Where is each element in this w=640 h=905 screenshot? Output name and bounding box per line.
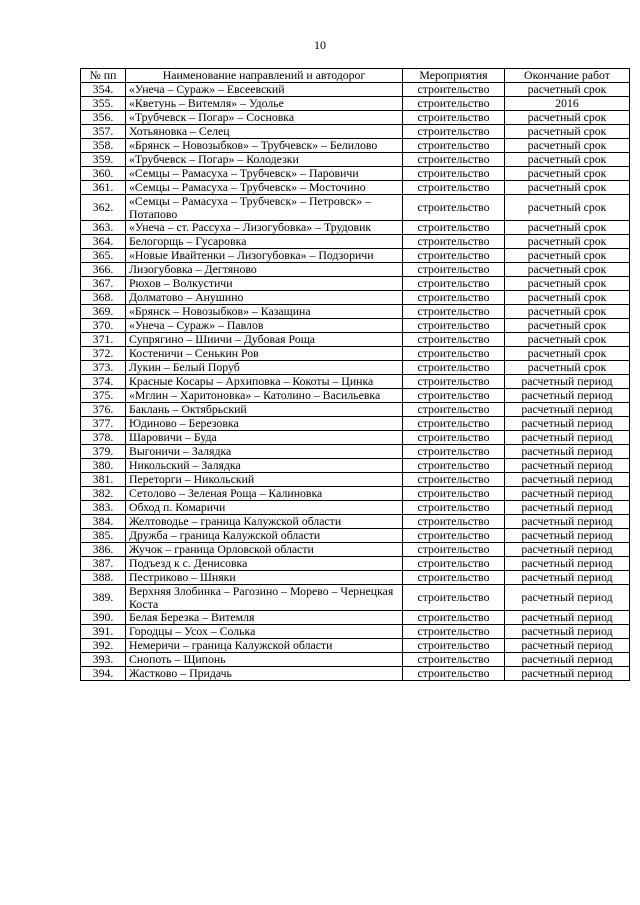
header-completion: Окончание работ — [505, 69, 630, 83]
road-name: Подъезд к с. Денисовка — [126, 557, 403, 571]
row-number: 357. — [81, 125, 126, 139]
completion: расчетный срок — [505, 319, 630, 333]
activity: строительство — [403, 473, 505, 487]
table-row — [81, 195, 630, 221]
completion: расчетный срок — [505, 291, 630, 305]
completion: расчетный период — [505, 403, 630, 417]
activity: строительство — [403, 235, 505, 249]
activity: строительство — [403, 431, 505, 445]
table-row — [81, 529, 630, 543]
row-number: 381. — [81, 473, 126, 487]
activity: строительство — [403, 529, 505, 543]
completion: расчетный срок — [505, 139, 630, 153]
table-row — [81, 263, 630, 277]
table-row — [81, 667, 630, 681]
completion: расчетный срок — [505, 111, 630, 125]
table-row — [81, 459, 630, 473]
activity: строительство — [403, 125, 505, 139]
table-row — [81, 431, 630, 445]
completion: расчетный срок — [505, 125, 630, 139]
activity: строительство — [403, 459, 505, 473]
activity: строительство — [403, 181, 505, 195]
completion: расчетный срок — [505, 277, 630, 291]
table-row — [81, 319, 630, 333]
table-row — [81, 501, 630, 515]
header-activity: Мероприятия — [403, 69, 505, 83]
completion: расчетный период — [505, 611, 630, 625]
table-row — [81, 611, 630, 625]
road-name: «Мглин – Харитоновка» – Католино – Васильевка — [126, 389, 403, 403]
completion: расчетный период — [505, 459, 630, 473]
activity: строительство — [403, 277, 505, 291]
completion: расчетный период — [505, 375, 630, 389]
activity: строительство — [403, 375, 505, 389]
completion: 2016 — [505, 97, 630, 111]
road-name: Немеричи – граница Калужской области — [126, 639, 403, 653]
completion: расчетный срок — [505, 263, 630, 277]
activity: строительство — [403, 249, 505, 263]
activity: строительство — [403, 291, 505, 305]
row-number: 394. — [81, 667, 126, 681]
completion: расчетный период — [505, 653, 630, 667]
row-number: 378. — [81, 431, 126, 445]
row-number: 387. — [81, 557, 126, 571]
row-number: 359. — [81, 153, 126, 167]
completion: расчетный период — [505, 473, 630, 487]
activity: строительство — [403, 557, 505, 571]
table-row — [81, 417, 630, 431]
activity: строительство — [403, 319, 505, 333]
activity: строительство — [403, 333, 505, 347]
activity: строительство — [403, 83, 505, 97]
row-number: 372. — [81, 347, 126, 361]
table-row — [81, 653, 630, 667]
road-name: Жастково – Придачь — [126, 667, 403, 681]
road-name: «Трубчевск – Погар» – Сосновка — [126, 111, 403, 125]
activity: строительство — [403, 625, 505, 639]
road-name: Желтоводье – граница Калужской области — [126, 515, 403, 529]
header-road-name: Наименование направлений и автодорог — [126, 69, 403, 83]
table-body — [81, 83, 630, 681]
row-number: 362. — [81, 195, 126, 221]
road-name: Супрягино – Шиичи – Дубовая Роща — [126, 333, 403, 347]
table-row — [81, 235, 630, 249]
road-name: Хотьяновка – Селец — [126, 125, 403, 139]
table-row — [81, 403, 630, 417]
table-row — [81, 277, 630, 291]
table-row — [81, 375, 630, 389]
activity: строительство — [403, 347, 505, 361]
road-name: «Брянск – Новозыбков» – Трубчевск» – Белилово — [126, 139, 403, 153]
table-row — [81, 125, 630, 139]
table-row — [81, 221, 630, 235]
activity: строительство — [403, 653, 505, 667]
row-number: 384. — [81, 515, 126, 529]
roads-table — [80, 68, 630, 681]
road-name: Баклань – Октябрьский — [126, 403, 403, 417]
activity: строительство — [403, 571, 505, 585]
row-number: 363. — [81, 221, 126, 235]
completion: расчетный срок — [505, 361, 630, 375]
road-name: Юдиново – Березовка — [126, 417, 403, 431]
road-name: Лизогубовка – Дегтяново — [126, 263, 403, 277]
completion: расчетный срок — [505, 181, 630, 195]
road-name: Дружба – граница Калужской области — [126, 529, 403, 543]
completion: расчетный период — [505, 625, 630, 639]
header-number: № пп — [81, 69, 126, 83]
completion: расчетный срок — [505, 305, 630, 319]
page-number: 10 — [314, 38, 326, 52]
road-name: «Трубчевск – Погар» – Колодезки — [126, 153, 403, 167]
row-number: 377. — [81, 417, 126, 431]
road-name: «Семцы – Рамасуха – Трубчевск» – Мосточино — [126, 181, 403, 195]
table-row — [81, 487, 630, 501]
activity: строительство — [403, 195, 505, 221]
table-row — [81, 111, 630, 125]
road-name: Верхняя Злобинка – Рагозино – Морево – Чернецкая Коста — [126, 585, 403, 611]
road-name: Никольский – Залядка — [126, 459, 403, 473]
row-number: 361. — [81, 181, 126, 195]
row-number: 383. — [81, 501, 126, 515]
road-name: «Кветунь – Витемля» – Удолье — [126, 97, 403, 111]
road-name: Пестриково – Шняки — [126, 571, 403, 585]
completion: расчетный срок — [505, 153, 630, 167]
row-number: 391. — [81, 625, 126, 639]
table-row — [81, 167, 630, 181]
table-header — [81, 69, 630, 83]
table-row — [81, 347, 630, 361]
row-number: 358. — [81, 139, 126, 153]
completion: расчетный период — [505, 571, 630, 585]
road-name: «Семцы – Рамасуха – Трубчевск» – Петровск» – Потапово — [126, 195, 403, 221]
completion: расчетный период — [505, 639, 630, 653]
row-number: 370. — [81, 319, 126, 333]
completion: расчетный срок — [505, 221, 630, 235]
row-number: 364. — [81, 235, 126, 249]
row-number: 385. — [81, 529, 126, 543]
activity: строительство — [403, 167, 505, 181]
table-row — [81, 291, 630, 305]
road-name: Костеничи – Сенькин Ров — [126, 347, 403, 361]
road-name: «Семцы – Рамасуха – Трубчевск» – Паровичи — [126, 167, 403, 181]
table-row — [81, 543, 630, 557]
completion: расчетный период — [505, 557, 630, 571]
row-number: 371. — [81, 333, 126, 347]
completion: расчетный срок — [505, 167, 630, 181]
row-number: 380. — [81, 459, 126, 473]
activity: строительство — [403, 305, 505, 319]
road-name: «Унеча – ст. Рассуха – Лизогубовка» – Трудовик — [126, 221, 403, 235]
row-number: 365. — [81, 249, 126, 263]
completion: расчетный период — [505, 515, 630, 529]
table-row — [81, 639, 630, 653]
table-row — [81, 333, 630, 347]
row-number: 368. — [81, 291, 126, 305]
activity: строительство — [403, 111, 505, 125]
row-number: 369. — [81, 305, 126, 319]
road-name: Снопоть – Щипонь — [126, 653, 403, 667]
table-row — [81, 83, 630, 97]
road-name: Лукин – Белый Поруб — [126, 361, 403, 375]
table-row — [81, 181, 630, 195]
row-number: 356. — [81, 111, 126, 125]
activity: строительство — [403, 639, 505, 653]
row-number: 360. — [81, 167, 126, 181]
road-name: «Унеча – Сураж» – Евсеевский — [126, 83, 403, 97]
row-number: 375. — [81, 389, 126, 403]
activity: строительство — [403, 139, 505, 153]
table-row — [81, 625, 630, 639]
table-row — [81, 473, 630, 487]
road-name: Шаровичи – Буда — [126, 431, 403, 445]
activity: строительство — [403, 445, 505, 459]
table-row — [81, 585, 630, 611]
completion: расчетный период — [505, 529, 630, 543]
activity: строительство — [403, 153, 505, 167]
table-row — [81, 97, 630, 111]
completion: расчетный срок — [505, 83, 630, 97]
completion: расчетный срок — [505, 333, 630, 347]
activity: строительство — [403, 403, 505, 417]
row-number: 366. — [81, 263, 126, 277]
activity: строительство — [403, 417, 505, 431]
completion: расчетный период — [505, 501, 630, 515]
activity: строительство — [403, 585, 505, 611]
road-name: Долматово – Анушино — [126, 291, 403, 305]
completion: расчетный период — [505, 585, 630, 611]
row-number: 376. — [81, 403, 126, 417]
road-name: Выгоничи – Залядка — [126, 445, 403, 459]
completion: расчетный срок — [505, 249, 630, 263]
row-number: 386. — [81, 543, 126, 557]
row-number: 354. — [81, 83, 126, 97]
completion: расчетный период — [505, 667, 630, 681]
row-number: 382. — [81, 487, 126, 501]
table-row — [81, 305, 630, 319]
row-number: 389. — [81, 585, 126, 611]
row-number: 373. — [81, 361, 126, 375]
row-number: 390. — [81, 611, 126, 625]
row-number: 392. — [81, 639, 126, 653]
table-row — [81, 571, 630, 585]
table-row — [81, 389, 630, 403]
road-name: Белогорщь – Гусаровка — [126, 235, 403, 249]
road-name: Жучок – граница Орловской области — [126, 543, 403, 557]
activity: строительство — [403, 515, 505, 529]
completion: расчетный период — [505, 431, 630, 445]
road-name: Красные Косары – Архиповка – Кокоты – Цинка — [126, 375, 403, 389]
completion: расчетный период — [505, 445, 630, 459]
row-number: 355. — [81, 97, 126, 111]
activity: строительство — [403, 221, 505, 235]
activity: строительство — [403, 501, 505, 515]
road-name: Переторги – Никольский — [126, 473, 403, 487]
road-name: Городцы – Усох – Солька — [126, 625, 403, 639]
activity: строительство — [403, 361, 505, 375]
road-name: Рюхов – Волкустичи — [126, 277, 403, 291]
completion: расчетный период — [505, 543, 630, 557]
activity: строительство — [403, 487, 505, 501]
header-row — [81, 69, 630, 83]
table-row — [81, 445, 630, 459]
table-row — [81, 557, 630, 571]
row-number: 367. — [81, 277, 126, 291]
completion: расчетный срок — [505, 235, 630, 249]
road-name: «Новые Ивайтенки – Лизогубовка» – Подзоричи — [126, 249, 403, 263]
completion: расчетный срок — [505, 347, 630, 361]
completion: расчетный период — [505, 389, 630, 403]
table-row — [81, 153, 630, 167]
activity: строительство — [403, 611, 505, 625]
road-name: Обход п. Комаричи — [126, 501, 403, 515]
table-row — [81, 361, 630, 375]
activity: строительство — [403, 263, 505, 277]
row-number: 379. — [81, 445, 126, 459]
activity: строительство — [403, 543, 505, 557]
road-name: «Унеча – Сураж» – Павлов — [126, 319, 403, 333]
row-number: 388. — [81, 571, 126, 585]
road-name: Сетолово – Зеленая Роща – Калиновка — [126, 487, 403, 501]
completion: расчетный период — [505, 487, 630, 501]
table-row — [81, 515, 630, 529]
completion: расчетный срок — [505, 195, 630, 221]
row-number: 374. — [81, 375, 126, 389]
activity: строительство — [403, 667, 505, 681]
activity: строительство — [403, 97, 505, 111]
road-name: «Брянск – Новозыбков» – Казащина — [126, 305, 403, 319]
activity: строительство — [403, 389, 505, 403]
road-name: Белая Березка – Витемля — [126, 611, 403, 625]
row-number: 393. — [81, 653, 126, 667]
table-row — [81, 139, 630, 153]
table-row — [81, 249, 630, 263]
completion: расчетный период — [505, 417, 630, 431]
